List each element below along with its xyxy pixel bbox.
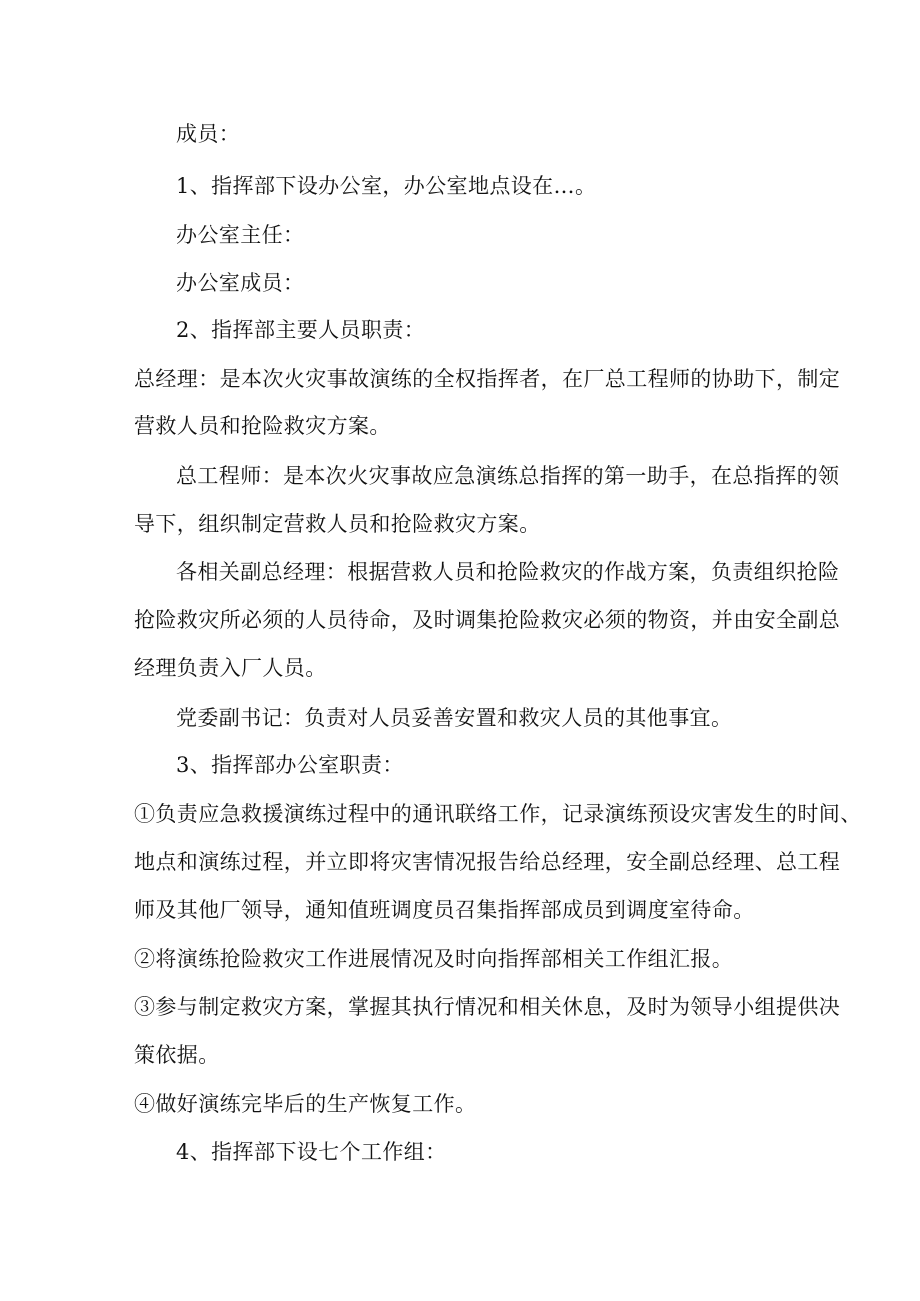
- paragraph-members: 成员：: [176, 122, 241, 146]
- paragraph-deputy-managers-line-1: 各相关副总经理：根据营救人员和抢险救灾的作战方案，负责组织抢险: [176, 560, 840, 584]
- paragraph-deputy-managers-line-2: 抢险救灾所必须的人员待命，及时调集抢险救灾必须的物资，并由安全副总: [134, 608, 841, 632]
- paragraph-office-members: 办公室成员：: [176, 271, 305, 295]
- list-item-3-line-1: ③参与制定救灾方案，掌握其执行情况和相关休息，及时为领导小组提供决: [134, 995, 841, 1019]
- paragraph-party-secretary: 党委副书记：负责对人员妥善安置和救灾人员的其他事宜。: [176, 706, 733, 730]
- list-item-2: ②将演练抢险救灾工作进展情况及时向指挥部相关工作组汇报。: [134, 947, 734, 971]
- paragraph-office-setup: 1、指挥部下设办公室，办公室地点设在…。: [176, 174, 597, 198]
- section-heading-3: 3、指挥部办公室职责：: [176, 753, 404, 777]
- list-item-3-line-2: 策依据。: [134, 1043, 220, 1067]
- paragraph-chief-engineer-line-1: 总工程师：是本次火灾事故应急演练总指挥的第一助手，在总指挥的领: [176, 464, 840, 488]
- section-heading-4: 4、指挥部下设七个工作组：: [176, 1140, 447, 1164]
- list-item-1-line-2: 地点和演练过程，并立即将灾害情况报告给总经理，安全副总经理、总工程: [134, 850, 841, 874]
- paragraph-general-manager-line-1: 总经理：是本次火灾事故演练的全权指挥者，在厂总工程师的协助下，制定: [134, 367, 841, 391]
- list-item-1-line-1: ①负责应急救援演练过程中的通讯联络工作，记录演练预设灾害发生的时间、: [134, 802, 862, 826]
- paragraph-chief-engineer-line-2: 导下，组织制定营救人员和抢险救灾方案。: [134, 512, 541, 536]
- paragraph-office-director: 办公室主任：: [176, 223, 305, 247]
- section-heading-2: 2、指挥部主要人员职责：: [176, 318, 426, 342]
- paragraph-deputy-managers-line-3: 经理负责入厂人员。: [134, 656, 327, 680]
- paragraph-general-manager-line-2: 营救人员和抢险救灾方案。: [134, 414, 391, 438]
- list-item-4: ④做好演练完毕后的生产恢复工作。: [134, 1092, 477, 1116]
- list-item-1-line-3: 师及其他厂领导，通知值班调度员召集指挥部成员到调度室待命。: [134, 898, 755, 922]
